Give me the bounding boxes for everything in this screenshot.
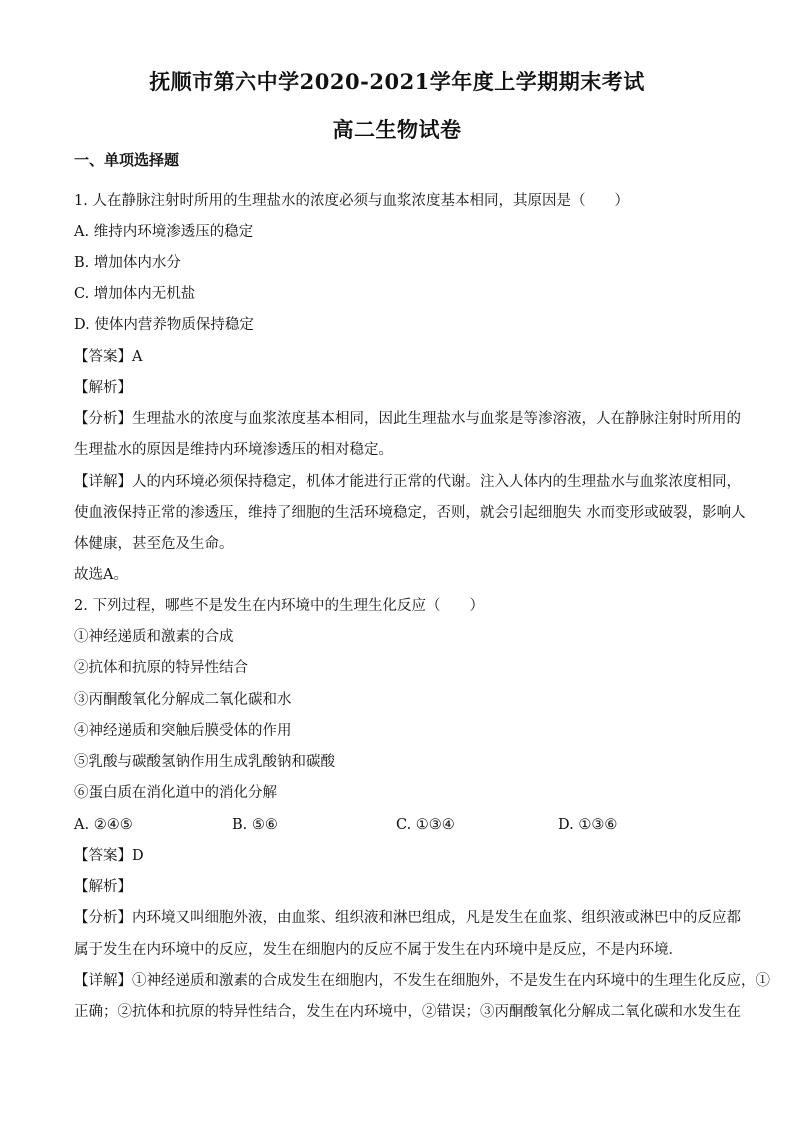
q2-option-d: D. ①③⑥ bbox=[558, 817, 618, 833]
q2-fenxi-line-1: 【分析】内环境又叫细胞外液，由血浆、组织液和淋巴组成，凡是发生在血浆、组织液或淋巴中的反应都 bbox=[74, 910, 741, 926]
q2-option-c: C. ①③④ bbox=[396, 817, 455, 833]
q2-answer: 【答案】D bbox=[74, 848, 144, 864]
q2-item-6: ⑥蛋白质在消化道中的消化分解 bbox=[74, 785, 277, 801]
q1-xiangjie-line-3: 体健康，甚至危及生命。 bbox=[74, 536, 234, 552]
q2-analysis-label: 【解析】 bbox=[74, 879, 132, 895]
exam-subtitle: 高二生物试卷 bbox=[332, 117, 462, 142]
q2-fenxi-line-2: 属于发生在内环境中的反应，发生在细胞内的反应不属于发生在内环境中是反应，不是内环境． bbox=[74, 942, 683, 958]
q1-xiangjie-line-2: 使血液保持正常的渗透压，维持了细胞的生活环境稳定，否则，就会引起细胞失 水而变形或破裂，影响人 bbox=[74, 505, 746, 521]
q1-option-a: A. 维持内环境渗透压的稳定 bbox=[74, 224, 254, 240]
q1-fenxi-line-1: 【分析】生理盐水的浓度与血浆浓度基本相同，因此生理盐水与血浆是等渗溶液，人在静脉注射时所用的 bbox=[74, 411, 741, 427]
q2-item-1: ①神经递质和激素的合成 bbox=[74, 629, 234, 645]
section-heading: 一、单项选择题 bbox=[74, 151, 180, 169]
q2-stem: 2. 下列过程，哪些不是发生在内环境中的生理生化反应（ ） bbox=[74, 598, 484, 614]
q2-xiangjie-line-1: 【详解】①神经递质和激素的合成发生在细胞内，不发生在细胞外，不是发生在内环境中的生理生化反应，① bbox=[74, 973, 770, 989]
q1-conclusion: 故选A。 bbox=[74, 567, 128, 583]
q2-option-b: B. ⑤⑥ bbox=[232, 817, 278, 833]
q1-option-c: C. 增加体内无机盐 bbox=[74, 286, 196, 302]
q1-xiangjie-line-1: 【详解】人的内环境必须保持稳定，机体才能进行正常的代谢。注入人体内的生理盐水与血浆浓度相同， bbox=[74, 474, 741, 490]
q2-item-2: ②抗体和抗原的特异性结合 bbox=[74, 660, 248, 676]
q1-stem: 1. 人在静脉注射时所用的生理盐水的浓度必须与血浆浓度基本相同，其原因是（ ） bbox=[74, 193, 629, 209]
q1-option-d: D. 使体内营养物质保持稳定 bbox=[74, 317, 254, 333]
q1-fenxi-line-2: 生理盐水的原因是维持内环境渗透压的相对稳定。 bbox=[74, 442, 393, 458]
q2-option-a: A. ②④⑤ bbox=[74, 817, 133, 833]
q1-option-b: B. 增加体内水分 bbox=[74, 255, 181, 271]
q2-item-4: ④神经递质和突触后膜受体的作用 bbox=[74, 723, 292, 739]
q1-answer: 【答案】A bbox=[74, 349, 143, 365]
exam-title: 抚顺市第六中学2020-2021学年度上学期期末考试 bbox=[149, 69, 645, 94]
q1-analysis-label: 【解析】 bbox=[74, 380, 132, 396]
q2-item-5: ⑤乳酸与碳酸氢钠作用生成乳酸钠和碳酸 bbox=[74, 754, 335, 770]
q2-item-3: ③丙酮酸氧化分解成二氧化碳和水 bbox=[74, 692, 292, 708]
q2-xiangjie-line-2: 正确；②抗体和抗原的特异性结合，发生在内环境中，②错误；③丙酮酸氧化分解成二氧化碳和水发生在 bbox=[74, 1004, 741, 1020]
